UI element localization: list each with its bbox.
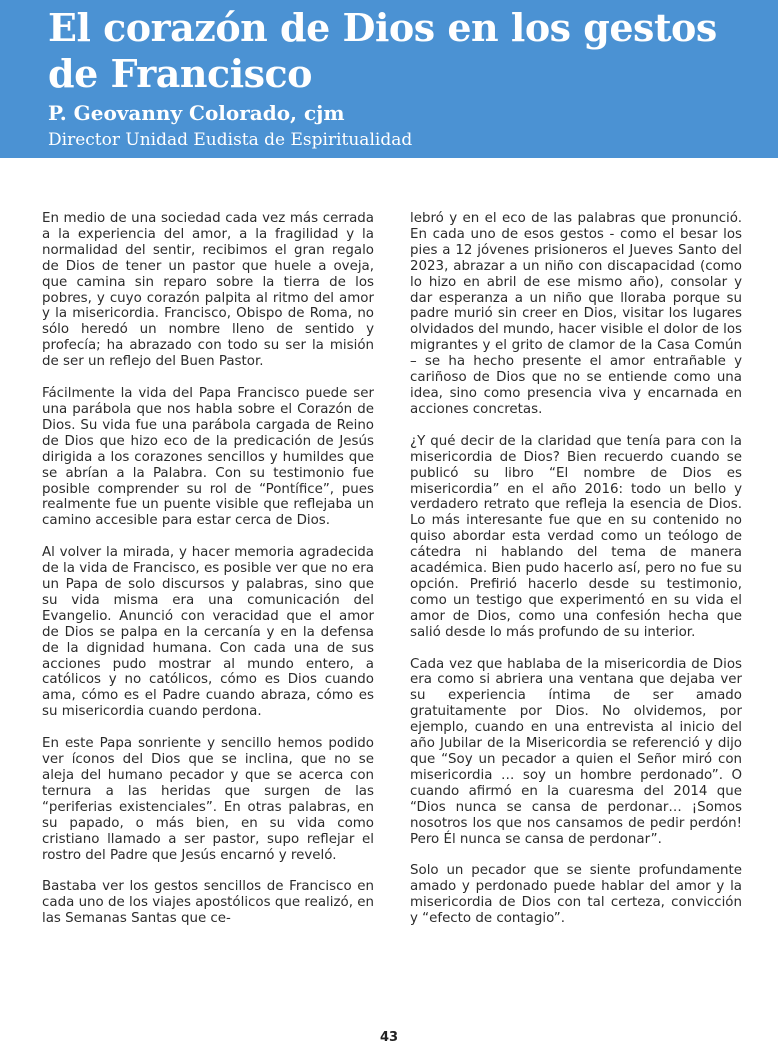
paragraph: En este Papa sonriente y sencillo hemos podido ver íconos del Dios que se inclina, que no se aleja del humano pecador y que se acerca con ternura a las heridas que surgen de las “periferias existenciales”. En otras palabras, en su papado, o más bien, en su vida como cristiano llamado a ser pastor, supo reflejar el rostro del Padre que Jesús encarnó y reveló. <box>42 736 374 863</box>
article-title: El corazón de Dios en los gestos de Francisco <box>48 5 717 96</box>
paragraph: Al volver la mirada, y hacer memoria agradecida de la vida de Francisco, es posible ver que no era un Papa de solo discursos y palabras, sino que su vida misma era una comunicación del Evangelio. Anunció con veracidad que el amor de Dios se palpa en la cercanía y en la defensa de la dignidad humana. Con cada una de sus acciones pudo mostrar al mundo entero, a católicos y no católicos, cómo es Dios cuando ama, cómo es el Padre cuando abraza, cómo es su misericordia cuando perdona. <box>42 545 374 720</box>
left-column <box>42 211 374 943</box>
right-column <box>410 211 742 943</box>
paragraph: ¿Y qué decir de la claridad que tenía para con la misericordia de Dios? Bien recuerdo cuando se publicó su libro “El nombre de Dios es misericordia” en el año 2016: todo un bello y verdadero retrato que refleja la esencia de Dios. Lo más interesante fue que en su contenido no quiso abordar esta verdad como un teólogo de cátedra ni hablando del tema de manera académica. Bien pudo hacerlo así, pero no fue su opción. Prefirió hacerlo desde su testimonio, como un testigo que experimentó en su vida el amor de Dios, como una confesión hecha que salió desde lo más profundo de su interior. <box>410 433 742 640</box>
paragraph: Cada vez que hablaba de la misericordia de Dios era como si abriera una ventana que dejaba ver su experiencia íntima de ser amado gratuitamente por Dios. No olvidemos, por ejemplo, cuando en una entrevista al inicio del año Jubilar de la Misericordia se referenció y dijo que “Soy un pecador a quien el Señor miró con misericordia … soy un hombre perdonado”. O cuando afirmó en la cuaresma del 2014 que “Dios nunca se cansa de perdonar… ¡Somos nosotros los que nos cansamos de pedir perdón! Pero Él nunca se cansa de perdonar”. <box>410 656 742 847</box>
paragraph: lebró y en el eco de las palabras que pronunció. En cada uno de esos gestos - como el besar los pies a 12 jóvenes prisioneros el Jueves Santo del 2023, abrazar a un niño con discapacidad (como lo hizo en abril de ese mismo año), consolar y dar esperanza a un niño que lloraba porque su padre murió sin creer en Dios, visitar los lugares olvidados del mundo, hacer visible el dolor de los migrantes y el grito de clamor de la Casa Común – se ha hecho presente el amor entrañable y cariñoso de Dios que no se entiende como una idea, sino como presencia viva y encarnada en acciones concretas. <box>410 211 742 417</box>
paragraph: En medio de una sociedad cada vez más cerrada a la experiencia del amor, a la fragilidad y la normalidad del sentir, recibimos el gran regalo de Dios de tener un pastor que huele a oveja, que camina sin reparo sobre la tierra de los pobres, y cuyo corazón palpita al ritmo del amor y la misericordia. Francisco, Obispo de Roma, no sólo heredó un nombre lleno de sentido y profecía; ha abrazado con todo su ser la misión de ser un reflejo del Buen Pastor. <box>42 211 374 370</box>
paragraph: Bastaba ver los gestos sencillos de Francisco en cada uno de los viajes apostólicos que realizó, en las Semanas Santas que ce- <box>42 879 374 927</box>
article-author: P. Geovanny Colorado, cjm <box>48 101 345 125</box>
author-role: Director Unidad Eudista de Espiritualidad <box>48 130 413 150</box>
header-banner <box>0 0 778 158</box>
paragraph: Fácilmente la vida del Papa Francisco puede ser una parábola que nos habla sobre el Corazón de Dios. Su vida fue una parábola cargada de Reino de Dios que hizo eco de la predicación de Jesús dirigida a los corazones sencillos y humildes que se abrían a la Palabra. Con su testimonio fue posible comprender su rol de “Pontífice”, pues realmente fue un puente visible que reflejaba un camino accesible para estar cerca de Dios. <box>42 386 374 529</box>
paragraph: Solo un pecador que se siente profundamente amado y perdonado puede hablar del amor y la misericordia de Dios con tal certeza, convicción y “efecto de contagio”. <box>410 863 742 927</box>
page-number: 43 <box>379 1030 399 1045</box>
